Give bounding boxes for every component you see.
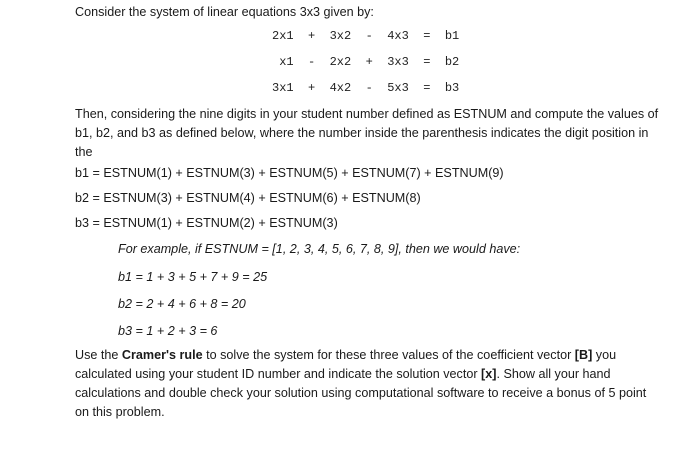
vector-b-emphasis: [B] <box>574 348 593 362</box>
closing-text: you <box>592 348 617 362</box>
closing-text: . Show all your hand <box>496 367 611 381</box>
example-b3: b3 = 1 + 2 + 3 = 6 <box>118 324 218 338</box>
example-b2: b2 = 2 + 4 + 6 + 8 = 20 <box>118 297 246 311</box>
closing-line-3: calculations and double check your solution using computational software to receive a bonus of 5 point <box>75 386 647 400</box>
definition-b1: b1 = ESTNUM(1) + ESTNUM(3) + ESTNUM(5) + ESTNUM(7) + ESTNUM(9) <box>75 166 504 180</box>
example-intro: For example, if ESTNUM = [1, 2, 3, 4, 5, 6, 7, 8, 9], then we would have: <box>118 242 521 256</box>
definition-b2: b2 = ESTNUM(3) + ESTNUM(4) + ESTNUM(6) + ESTNUM(8) <box>75 191 421 205</box>
then-text-line-3: the <box>75 145 93 159</box>
closing-text: to solve the system for these three values of the coefficient vector <box>202 348 575 362</box>
closing-line-1 <box>75 348 616 362</box>
vector-x-emphasis: [x] <box>481 367 497 381</box>
then-text-line-2: b1, b2, and b3 as defined below, where the number inside the parenthesis indicates the digit position in <box>75 126 649 140</box>
equation-2: x1 - 2x2 + 3x3 = b2 <box>272 55 460 69</box>
closing-text: calculated using your student ID number and indicate the solution vector <box>75 367 482 381</box>
definition-b3: b3 = ESTNUM(1) + ESTNUM(2) + ESTNUM(3) <box>75 216 338 230</box>
closing-text: Use the <box>75 348 122 362</box>
example-b1: b1 = 1 + 3 + 5 + 7 + 9 = 25 <box>118 270 268 284</box>
cramers-rule-emphasis: Cramer's rule <box>121 348 203 362</box>
equation-3: 3x1 + 4x2 - 5x3 = b3 <box>272 81 460 95</box>
closing-line-2 <box>75 367 611 381</box>
equation-1: 2x1 + 3x2 - 4x3 = b1 <box>272 29 460 43</box>
closing-line-4: on this problem. <box>75 405 165 419</box>
intro-text: Consider the system of linear equations 3x3 given by: <box>75 5 374 19</box>
then-text-line-1: Then, considering the nine digits in your student number defined as ESTNUM and compute the values of <box>75 107 659 121</box>
